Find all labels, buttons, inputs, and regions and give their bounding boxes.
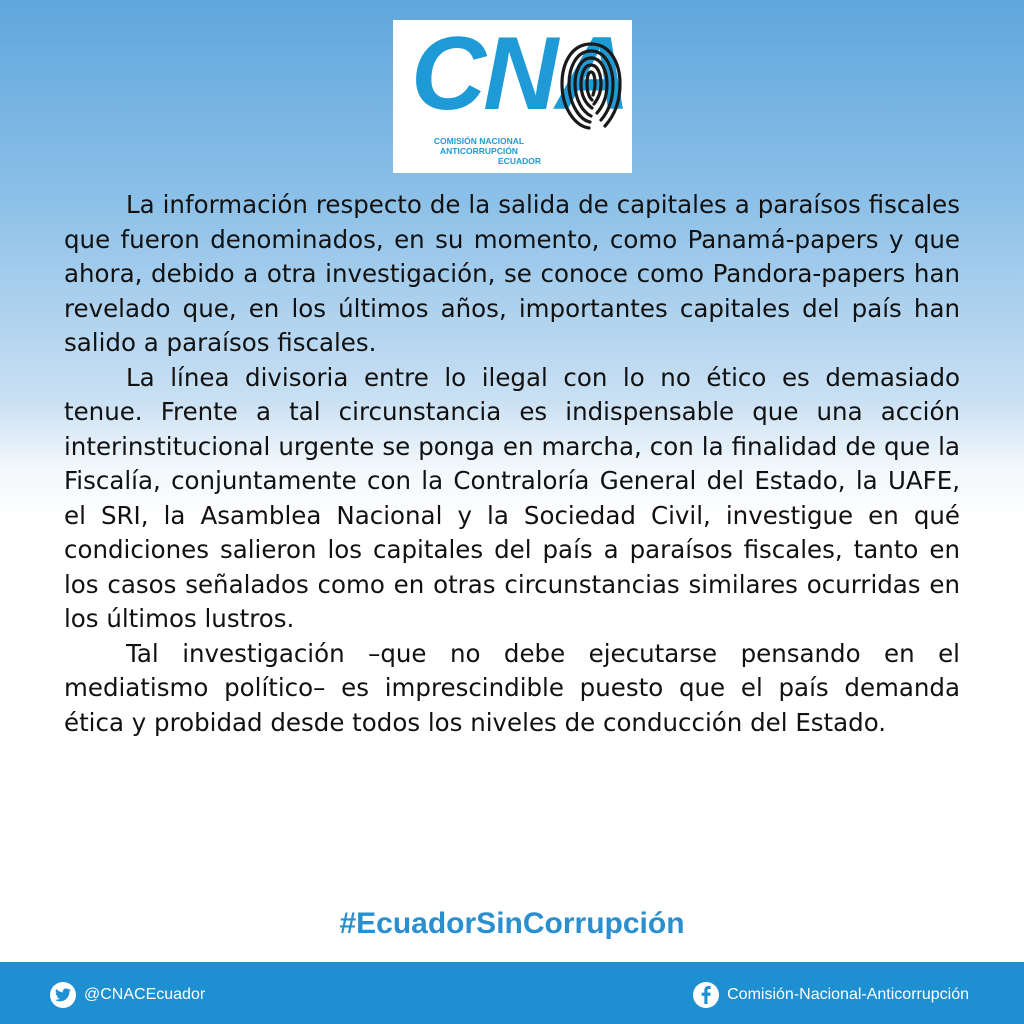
paragraph-2: La línea divisoria entre lo ilegal con lo no ético es demasiado tenue. Frente a tal circunstancia es indispensable que una acción interinstitucional urgente se ponga en marcha, con la finalidad de que la Fiscalía, conjuntamente con la Contraloría General del Estado, la UAFE, el SRI, la Asamblea Nacional y la Sociedad Civil, investigue en qué condiciones salieron los capitales del país a paraísos fiscales, tanto en los casos señalados como en otras circunstancias similares ocurridas en los últimos lustros. [64, 362, 960, 633]
cna-logo [393, 16, 632, 173]
twitter-icon [50, 982, 76, 1008]
footer-bar [0, 962, 1024, 1024]
facebook-link[interactable] [693, 982, 969, 1008]
twitter-handle: @CNACEcuador [84, 986, 206, 1003]
paragraph-3: Tal investigación –que no debe ejecutarse pensando en el mediatismo político– es imprescindible puesto que el país demanda ética y probidad desde todos los niveles de conducción del Estado. [64, 638, 960, 737]
logo-subtitle-line: COMISIÓN NACIONAL ANTICORRUPCIÓN [433, 136, 525, 156]
logo-subtitle [399, 136, 559, 166]
facebook-icon [693, 982, 719, 1008]
paragraph-1: La información respecto de la salida de capitales a paraísos fiscales que fueron denominados, en su momento, como Panamá-papers y que ahora, debido a otra investigación, se conoce como Pandora-papers han revelado que, en los últimos años, importantes capitales del país han salido a paraísos fiscales. [64, 190, 960, 357]
hashtag[interactable]: #EcuadorSinCorrupción [339, 907, 685, 940]
logo-letters: CNA [411, 16, 628, 132]
logo-country: ECUADOR [498, 156, 541, 166]
statement-article [64, 188, 960, 740]
facebook-page: Comisión-Nacional-Anticorrupción [727, 986, 969, 1003]
fingerprint-icon [559, 38, 623, 132]
twitter-link[interactable] [50, 982, 205, 1008]
